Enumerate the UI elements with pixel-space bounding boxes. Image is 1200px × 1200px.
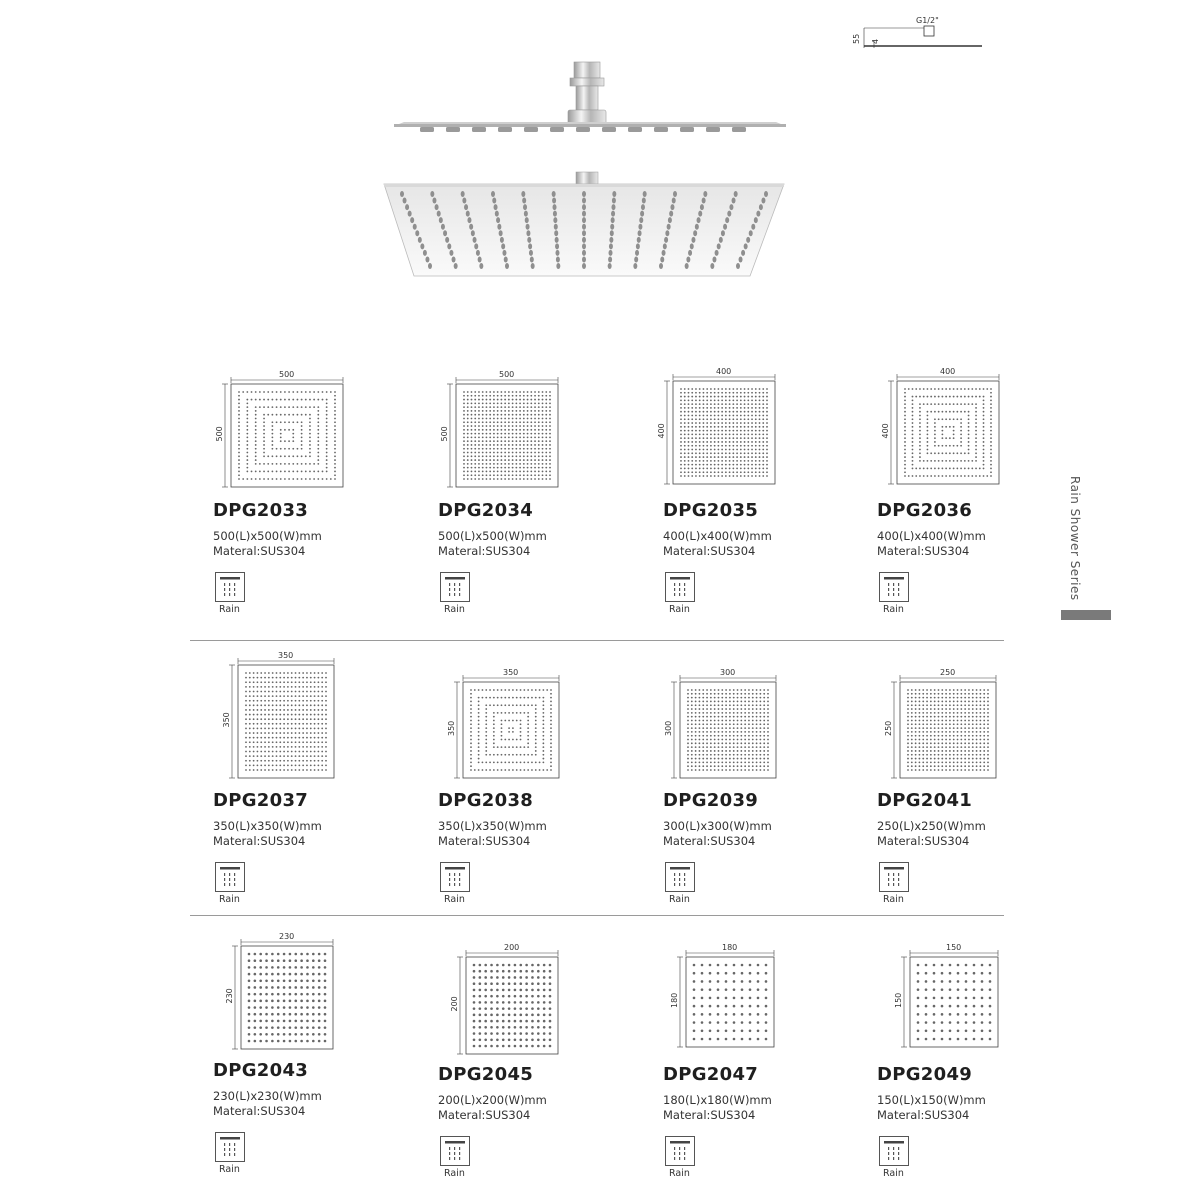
- nozzle-pattern: [463, 391, 551, 480]
- row-divider: [190, 640, 1004, 641]
- product-material: Materal:SUS304: [877, 544, 970, 558]
- product-size: 500(L)x500(W)mm: [438, 529, 547, 543]
- width-dimension-label: 400: [940, 367, 956, 376]
- product-size: 350(L)x350(W)mm: [438, 819, 547, 833]
- rain-function-label: Rain: [219, 1164, 240, 1175]
- product-card: [438, 655, 638, 915]
- dimension-spec-drawing: [850, 14, 990, 54]
- height-dimension-label: 500: [215, 426, 224, 442]
- product-model: DPG2047: [663, 1064, 759, 1085]
- rain-function-icon: [215, 1132, 245, 1162]
- nozzle-pattern: [248, 953, 327, 1043]
- product-specs: [663, 1093, 772, 1123]
- product-material: Materal:SUS304: [663, 544, 756, 558]
- product-model: DPG2033: [213, 500, 309, 521]
- rain-function-label: Rain: [883, 894, 904, 905]
- product-size: 300(L)x300(W)mm: [663, 819, 772, 833]
- rain-function-icon: [879, 862, 909, 892]
- product-model: DPG2041: [877, 790, 973, 811]
- width-dimension-label: 250: [940, 668, 956, 677]
- row-divider: [190, 915, 1004, 916]
- product-size: 400(L)x400(W)mm: [877, 529, 986, 543]
- rain-function-icon: [879, 572, 909, 602]
- product-specs: [213, 1089, 322, 1119]
- nozzle-pattern: [907, 689, 989, 771]
- product-material: Materal:SUS304: [438, 544, 531, 558]
- product-card: [438, 930, 638, 1190]
- width-dimension-label: 350: [278, 651, 294, 660]
- height-dimension-label: 230: [225, 988, 234, 1004]
- rain-function-icon: [215, 862, 245, 892]
- product-model: DPG2043: [213, 1060, 309, 1081]
- rain-function-icon: [665, 1136, 695, 1166]
- product-material: Materal:SUS304: [663, 834, 756, 848]
- rain-function-icon: [665, 572, 695, 602]
- product-material: Materal:SUS304: [438, 1108, 531, 1122]
- width-dimension-label: 150: [946, 943, 962, 952]
- nozzle-pattern: [693, 964, 768, 1041]
- product-specs: [438, 819, 547, 849]
- width-dimension-label: 500: [499, 370, 515, 379]
- product-card: [877, 367, 1077, 632]
- product-drawing: [663, 655, 863, 780]
- product-model: DPG2034: [438, 500, 534, 521]
- product-specs: [663, 819, 772, 849]
- product-size: 180(L)x180(W)mm: [663, 1093, 772, 1107]
- nozzle-pattern: [238, 391, 336, 480]
- product-specs: [213, 529, 322, 559]
- product-material: Materal:SUS304: [663, 1108, 756, 1122]
- product-size: 230(L)x230(W)mm: [213, 1089, 322, 1103]
- product-material: Materal:SUS304: [877, 834, 970, 848]
- rain-function-label: Rain: [219, 894, 240, 905]
- rain-function-icon: [440, 572, 470, 602]
- product-drawing: [657, 367, 863, 497]
- product-drawing: [877, 655, 1077, 780]
- product-size: 350(L)x350(W)mm: [213, 819, 322, 833]
- rain-function-label: Rain: [219, 604, 240, 615]
- height-dimension-label: 250: [884, 720, 893, 736]
- product-size: 200(L)x200(W)mm: [438, 1093, 547, 1107]
- width-dimension-label: 350: [503, 668, 519, 677]
- width-dimension-label: 500: [279, 370, 295, 379]
- rain-function-label: Rain: [444, 894, 465, 905]
- product-drawing: [213, 930, 413, 1055]
- width-dimension-label: 180: [722, 943, 738, 952]
- product-model: DPG2045: [438, 1064, 534, 1085]
- nozzle-pattern: [680, 388, 768, 477]
- height-dimension-label: 300: [664, 720, 673, 736]
- product-specs: [877, 1093, 986, 1123]
- rain-function-label: Rain: [444, 1168, 465, 1179]
- height-dimension-label: 350: [222, 712, 231, 728]
- product-size: 250(L)x250(W)mm: [877, 819, 986, 833]
- height-dimension-label: 350: [447, 720, 456, 736]
- product-size: 400(L)x400(W)mm: [663, 529, 772, 543]
- product-material: Materal:SUS304: [877, 1108, 970, 1122]
- rain-function-icon: [665, 862, 695, 892]
- product-size: 150(L)x150(W)mm: [877, 1093, 986, 1107]
- nozzle-pattern: [917, 964, 992, 1041]
- rain-function-label: Rain: [669, 894, 690, 905]
- product-specs: [877, 529, 986, 559]
- width-dimension-label: 230: [279, 932, 295, 941]
- product-model: DPG2036: [877, 500, 973, 521]
- nozzle-pattern: [470, 689, 552, 771]
- product-card: [877, 930, 1077, 1190]
- height-dimension-label: 500: [440, 426, 449, 442]
- product-card: [663, 655, 863, 915]
- rain-function-label: Rain: [669, 604, 690, 615]
- rain-function-icon: [879, 1136, 909, 1166]
- rain-function-icon: [215, 572, 245, 602]
- height-dimension-label: 400: [881, 423, 890, 439]
- nozzle-pattern: [687, 689, 769, 771]
- rain-function-label: Rain: [883, 604, 904, 615]
- product-model: DPG2035: [663, 500, 759, 521]
- product-drawing: [663, 930, 863, 1055]
- nozzle-pattern: [245, 672, 327, 771]
- series-side-label: Rain Shower Series: [1068, 476, 1082, 601]
- product-model: DPG2038: [438, 790, 534, 811]
- product-card: [657, 367, 863, 632]
- thickness-label: 4: [871, 38, 880, 44]
- product-drawing: [213, 372, 413, 497]
- product-specs: [663, 529, 772, 559]
- product-drawing: [438, 372, 638, 497]
- rain-function-label: Rain: [883, 1168, 904, 1179]
- rain-function-label: Rain: [669, 1168, 690, 1179]
- rain-function-icon: [440, 862, 470, 892]
- product-material: Materal:SUS304: [213, 834, 306, 848]
- shower-head-product-image: [380, 50, 800, 290]
- height-dimension-label: 180: [670, 992, 679, 1008]
- product-size: 500(L)x500(W)mm: [213, 529, 322, 543]
- product-specs: [438, 1093, 547, 1123]
- product-model: DPG2037: [213, 790, 309, 811]
- width-dimension-label: 400: [716, 367, 732, 376]
- product-card: [877, 655, 1077, 915]
- rain-function-label: Rain: [444, 604, 465, 615]
- product-drawing: [213, 651, 413, 780]
- product-card: [213, 930, 413, 1190]
- nozzle-pattern: [473, 964, 552, 1048]
- height-dimension-label: 200: [450, 996, 459, 1012]
- product-drawing: [877, 930, 1077, 1055]
- product-card: [438, 372, 638, 632]
- height-label: 55: [852, 33, 861, 44]
- product-specs: [438, 529, 547, 559]
- height-dimension-label: 150: [894, 992, 903, 1008]
- product-model: DPG2049: [877, 1064, 973, 1085]
- product-drawing: [877, 367, 1077, 497]
- width-dimension-label: 300: [720, 668, 736, 677]
- product-material: Materal:SUS304: [213, 544, 306, 558]
- product-material: Materal:SUS304: [438, 834, 531, 848]
- product-specs: [213, 819, 322, 849]
- thread-label: G1/2": [916, 16, 939, 25]
- height-dimension-label: 400: [657, 423, 666, 439]
- width-dimension-label: 200: [504, 943, 520, 952]
- rain-function-icon: [440, 1136, 470, 1166]
- product-material: Materal:SUS304: [213, 1104, 306, 1118]
- product-card: [213, 372, 413, 632]
- product-specs: [877, 819, 986, 849]
- product-drawing: [438, 655, 638, 780]
- product-card: [663, 930, 863, 1190]
- product-card: [213, 651, 413, 915]
- product-model: DPG2039: [663, 790, 759, 811]
- product-drawing: [438, 930, 638, 1055]
- nozzle-pattern: [904, 388, 992, 477]
